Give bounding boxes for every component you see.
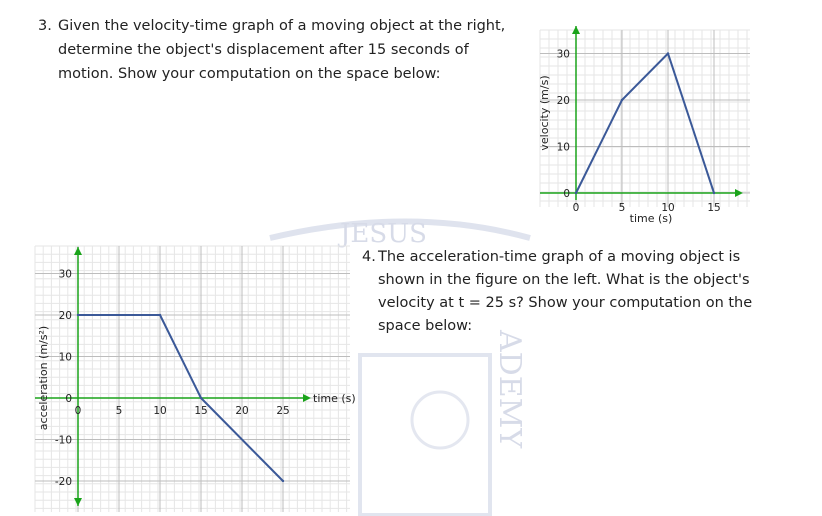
x-axis-label: time (s) [313,392,356,405]
y-tick-label: -10 [54,434,72,447]
y-tick-label: 30 [58,268,72,281]
data-point [159,314,161,316]
y-axis-label: velocity (m/s) [538,75,551,151]
data-point [282,480,284,482]
watermark-side-text: ADEMY [492,330,527,449]
x-tick-label: 0 [572,202,580,214]
question-3-line-3: motion. Show your computation on the space below: [58,66,441,82]
x-tick-label: 15 [707,202,721,214]
question-4-line-4: space below: [378,318,473,334]
x-axis-arrow-icon [303,394,311,402]
question-4-line-1: The acceleration-time graph of a moving object is [378,249,741,265]
y-tick-label: -20 [54,476,72,488]
y-tick-label: 0 [65,393,72,405]
y-tick-label: 0 [563,188,570,200]
x-axis-label: time (s) [629,212,673,225]
y-axis-label: acceleration (m/s²) [37,325,50,431]
y-axis-arrow-up-icon [74,247,82,255]
watermark-arc-text: JESUS [340,219,427,249]
question-4-line-3: velocity at t = 25 s? Show your computation on the [378,295,753,311]
question-3-number: 3. [38,18,52,34]
question-4-number: 4. [362,249,376,265]
x-tick-label: 25 [276,405,290,417]
data-point [77,314,79,316]
x-tick-label: 10 [661,202,675,214]
x-tick-label: 5 [618,202,626,214]
y-tick-label: 10 [58,351,72,364]
question-3-line-2: determine the object's displacement after 15 seconds of [58,42,469,58]
data-point [200,397,202,399]
question-4-line-2: shown in the figure on the left. What is the object's [378,272,750,288]
y-tick-label: 20 [556,95,570,107]
x-tick-label: 5 [115,405,123,417]
y-tick-label: 20 [58,310,72,322]
x-tick-label: 0 [74,405,82,417]
x-tick-label: 15 [194,405,208,417]
y-axis-arrow-down-icon [74,498,82,506]
x-tick-label: 20 [235,405,249,417]
question-3-line-1: Given the velocity-time graph of a moving object at the right, [58,18,506,34]
x-tick-label: 10 [153,405,167,417]
y-tick-label: 10 [556,141,570,154]
y-tick-label: 30 [556,48,570,61]
